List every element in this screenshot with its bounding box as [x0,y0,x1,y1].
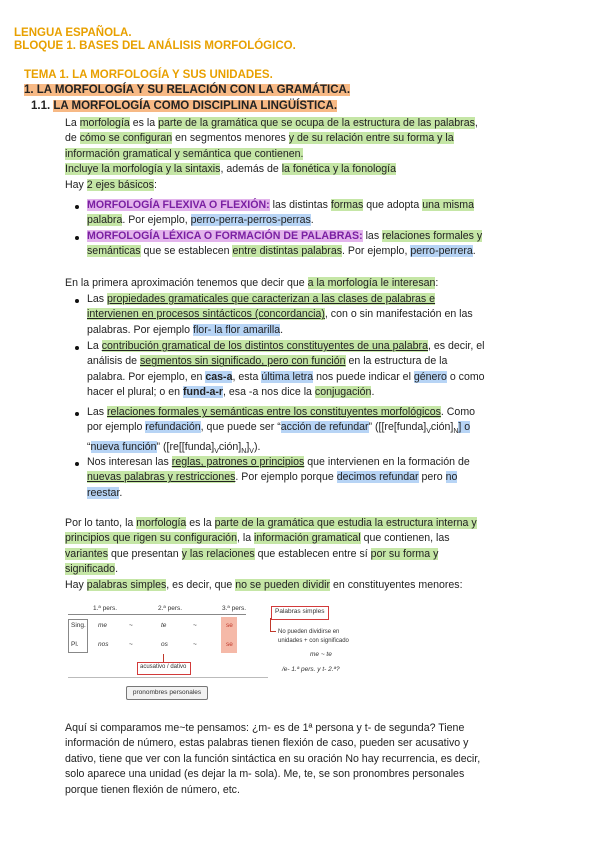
table-row-label: Sing. [71,622,86,629]
line [87,470,587,485]
text: . [310,214,314,227]
highlight: intervienen en procesos sintácticos (concordancia) [87,308,325,321]
final-paragraph [65,721,590,798]
table-cell: te [161,622,167,629]
intro-paragraph [65,116,585,193]
connector-line [270,631,276,632]
highlight: parte de la gramática que se ocupa de la estructura de las palabras [158,117,475,129]
tema-title: TEMA 1. LA MORFOLOGÍA Y SUS UNIDADES. [24,69,273,81]
table-cell: ~ [193,622,197,629]
table-cell: me [98,622,108,629]
text: . [280,323,284,336]
text: o como [446,370,485,383]
interest-item-1 [87,292,587,338]
line: porque tienen flexión de número, etc. [65,783,240,796]
line [87,420,587,440]
highlight: información gramatical y semántica que contienen. [65,147,304,160]
text: La [87,340,102,352]
highlight: segmentos sin significado, pero con función [140,355,346,368]
doc-header-subject: LENGUA ESPAÑOLA. [14,27,132,39]
text: . [115,563,119,576]
highlight: una misma [422,199,475,211]
bullet-dot [75,462,79,466]
highlight: reglas, patrones o principios [171,456,305,468]
conclusion-paragraph [65,516,590,593]
text: en segmentos menores [172,132,289,145]
text: . Como [440,406,476,418]
text: las [362,230,383,242]
text: que presentan [108,547,182,560]
highlight: nuevas palabras y restricciones [87,471,236,484]
bullet-dot [75,205,79,209]
text: ” ([[re[funda] [368,421,427,434]
simple-words-label: Palabras simples [275,608,325,615]
highlight: palabras simples [86,578,167,591]
text: , con o sin manifestación en las [324,308,473,321]
example-highlight: refundación [145,421,201,434]
section-1-1-text: LA MORFOLOGÍA COMO DISCIPLINA LINGÜÍSTICA. [53,100,338,112]
line [87,292,587,307]
intro-line [65,162,585,177]
table-row-label: Pl. [71,641,79,648]
text: en constituyentes menores: [330,578,463,591]
intro-line [65,116,585,131]
bullet-dot [75,299,79,303]
line [65,531,590,546]
highlight: por su forma y [370,547,439,560]
case-label: acusativo / dativo [140,664,187,670]
example-highlight: perro-perrera [410,245,473,258]
text: , la [236,532,255,545]
section-1-1-title [31,100,337,112]
text: por ejemplo [87,421,146,434]
eje-label: MORFOLOGÍA FLEXIVA O FLEXIÓN: [87,199,270,211]
example-highlight: nueva función [90,440,157,453]
text: ción] [218,440,242,453]
text: : [435,277,439,289]
text: . Por ejemplo porque [235,471,337,484]
table-header: 3.ª pers. [222,605,247,612]
text: , además de [220,163,282,176]
doc-header-block: BLOQUE 1. BASES DEL ANÁLISIS MORFOLÓGICO. [14,40,296,52]
text: hacer el plural; o en [87,386,183,399]
text: , [474,117,478,129]
eje-flexiva [87,198,587,229]
text: que establecen entre sí [254,547,371,560]
subscript: V [214,448,219,456]
table-cell: ~ [129,622,133,629]
line [65,578,590,593]
line [87,354,587,369]
line [87,339,587,354]
table-cell: se [226,641,233,648]
line [87,370,587,385]
text: , es decir, que [166,578,236,591]
line: información de número, estas palabras tienen flexión de caso, pueden ser acusativo y [65,737,469,750]
text: de [65,132,80,145]
section-1-1-num: 1.1. [31,100,54,112]
text: ción] [430,421,454,434]
highlight: a la morfología le interesan [307,277,436,289]
line [87,486,587,501]
example-highlight: perro-perra-perros-perras [190,214,311,227]
example-highlight: última letra [261,370,314,383]
highlight: variantes [65,547,108,560]
intro-line [65,178,585,193]
highlight: y de su relación entre su forma y la [288,132,454,145]
text: palabras. Por ejemplo [87,323,193,336]
highlight: no se pueden dividir [235,578,331,591]
text: que intervienen en la formación de [304,456,470,468]
line [87,405,587,420]
highlight: formas [330,199,364,211]
highlight: contribución gramatical de los distintos constituyentes de una palabra [101,340,428,352]
table-cell: ~ [129,641,133,648]
text: , esta [232,370,262,383]
text: “ [87,440,91,453]
text: Por lo tanto, la [65,517,137,529]
divider [68,677,268,678]
text: . [119,486,123,499]
intro-line [65,147,585,162]
line: dativo, tiene que ver con la función sintáctica en su oración No hay recurrencia, es decir, [65,752,481,765]
highlight: propiedades gramaticales que caracterizan a las clases de palabras e [107,293,436,305]
text: que se establecen [140,245,233,258]
section-1-title [24,84,350,96]
personal-pronouns-button[interactable]: pronombres personales [126,686,208,700]
example-highlight: ] o [458,421,471,434]
text: . [371,386,375,399]
bullet-dot [75,236,79,240]
text: En la primera aproximación tenemos que decir que [65,277,308,289]
highlight: relaciones formales y [382,230,483,242]
simple-words-note: No pueden dividirse en unidades + con significado [278,629,349,644]
example-highlight: fund-a-r [183,386,224,399]
example-highlight: decimos refundar [336,471,419,484]
subscript: V [426,428,431,436]
line: solo aparece una unidad (es dejar la m- sola). Me, te, se son pronombres personales [65,768,465,781]
text: en la estructura de la [345,355,448,368]
highlight: morfología [79,117,130,129]
text: nos puede indicar el [313,370,414,383]
subscript: N [453,428,459,436]
subscript: V [249,448,254,456]
text: : [153,178,157,191]
line [87,198,587,213]
text: . Por ejemplo, [342,245,411,258]
text: que contienen, las [360,532,450,545]
me-te-example: me ~ te [310,651,332,658]
paragraph-interests [65,276,585,291]
highlight: parte de la gramática que estudia la estructura interna y [214,517,477,529]
text: Nos interesan las [87,456,172,468]
highlight: 2 ejes básicos [86,178,154,191]
text: ” ([re[[funda] [156,440,215,453]
text: ). [253,440,261,453]
text: Hay [65,178,87,191]
eje-lexica [87,229,587,260]
table-divider [68,614,246,615]
highlight: cómo se configuran [79,132,173,145]
section-1-text: 1. LA MORFOLOGÍA Y SU RELACIÓN CON LA GRAMÁTICA. [24,84,351,96]
text: Las [87,293,108,305]
line [87,323,587,338]
eje-label: MORFOLOGÍA LÉXICA O FORMACIÓN DE PALABRAS: [87,230,363,242]
connector-line [270,618,271,632]
highlight: conjugación [314,386,372,399]
highlight: significado [65,563,116,576]
table-header: 2.ª pers. [158,605,183,612]
text: palabra. Por ejemplo, en [87,370,206,383]
highlight: palabra [87,214,123,227]
interest-item-3 [87,405,587,459]
text: , que puede ser “ [200,421,281,434]
highlight: Incluye la morfología y la sintaxis [65,163,221,176]
text: La [65,117,80,129]
example-highlight: género [413,370,447,383]
table-header: 1.ª pers. [93,605,118,612]
highlight: principios que rigen su configuración [65,532,237,545]
table-cell: ~ [193,641,197,648]
text: que adopta [363,199,423,211]
bullet-dot [75,412,79,416]
text: Hay [65,578,87,591]
example-highlight: no [445,471,458,484]
highlight: relaciones formales y semánticas entre los constituyentes morfológicos [107,406,441,418]
interest-item-2 [87,339,587,401]
example-highlight: reestar [87,486,120,499]
bullet-dot [75,346,79,350]
line [87,244,587,259]
table-cell: se [226,622,233,629]
text: . Por ejemplo, [122,214,191,227]
highlight: morfología [136,517,187,529]
subscript: N [241,448,247,456]
line: Aquí si comparamos me~te pensamos: ¿m- es de 1ª persona y t- de segunda? Tiene [65,722,465,734]
example-highlight: cas-a [205,370,233,383]
highlight: y las relaciones [181,547,255,560]
line [87,455,587,470]
connector-line [163,654,164,662]
text: pero [418,471,446,484]
highlight: la fonética y la fonología [281,163,396,176]
text: análisis de [87,355,140,368]
table-cell: nos [98,641,109,648]
highlight: semánticas [87,245,141,258]
text: ] [246,440,250,453]
line [87,307,587,322]
intro-line [65,131,585,146]
example-highlight: flor- la flor amarilla [193,323,281,336]
example-highlight: acción de refundar [280,421,369,434]
text: es la [186,517,215,529]
text: , es decir, el [427,340,485,352]
text: . [472,245,476,258]
line [65,516,590,531]
highlight: información gramatical [254,532,361,545]
table-cell: os [161,641,168,648]
text: , esa -a nos dice la [223,386,315,399]
person-formula: /e- 1.ª pers. y t- 2.ª? [282,666,340,673]
text: es la [129,117,159,129]
line [65,547,590,562]
line [87,229,587,244]
text: Las [87,406,108,418]
interest-item-4 [87,455,587,501]
line [65,562,590,577]
line [87,385,587,400]
text: las distintas [269,199,331,211]
line [87,213,587,228]
highlight: entre distintas palabras [232,245,343,258]
